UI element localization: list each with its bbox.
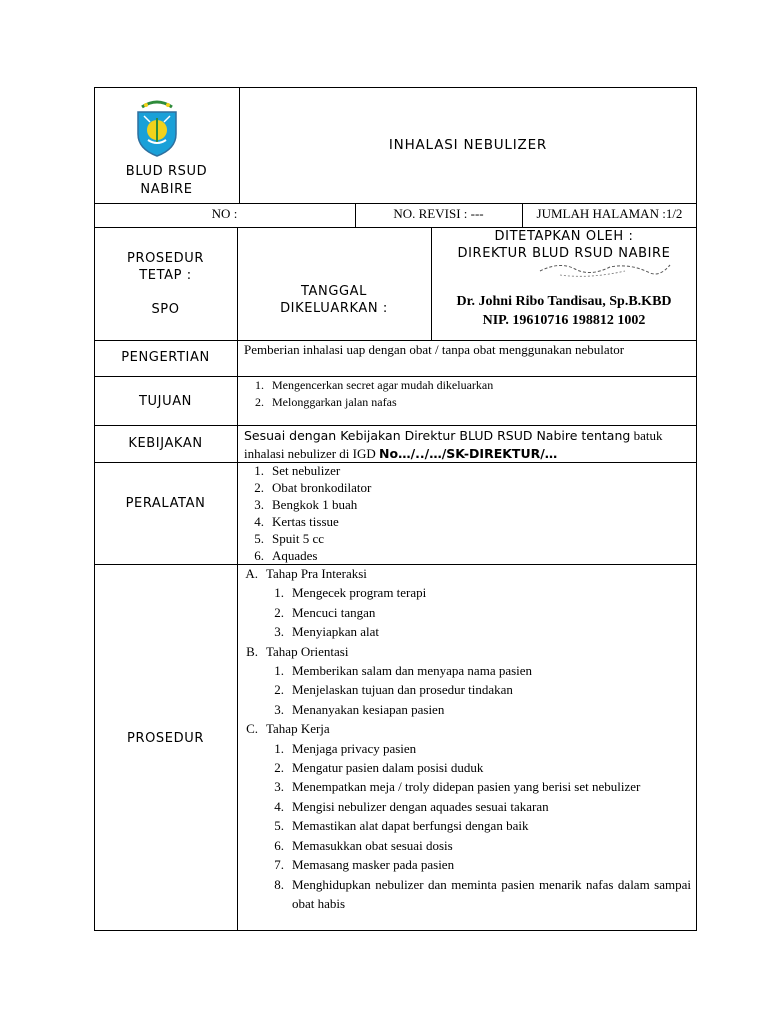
document-number-label: NO : xyxy=(211,206,238,221)
list-item-text: Menyiapkan alat xyxy=(292,624,379,640)
list-item-text: Memastikan alat dapat berfungsi dengan baik xyxy=(292,818,529,834)
list-item-text: Melonggarkan jalan nafas xyxy=(272,395,397,409)
stage-heading-text: Tahap Orientasi xyxy=(266,643,349,659)
list-item: 2. Mencuci tangan xyxy=(258,603,691,622)
purpose-list xyxy=(238,377,691,411)
divider xyxy=(94,203,697,204)
list-item: 6. Aquades xyxy=(238,547,691,564)
list-item: 2. Menjelaskan tujuan dan prosedur tindakan xyxy=(258,680,691,699)
director-nip: NIP. 19610716 198812 1002 xyxy=(482,313,646,328)
stage-heading-c: C. Tahap Kerja xyxy=(238,719,691,738)
list-item-text: Mengisi nebulizer dengan aquades sesuai takaran xyxy=(292,798,549,814)
approval-line2: DIREKTUR BLUD RSUD NABIRE xyxy=(457,246,671,261)
procedure-label: PROSEDUR xyxy=(127,731,204,746)
list-item: 1. Mengecek program terapi xyxy=(258,583,691,602)
stage-a-list xyxy=(238,583,691,641)
list-item: 3. Bengkok 1 buah xyxy=(238,496,691,513)
org-name-line2: NABIRE xyxy=(140,182,193,197)
list-item-text: Memberikan salam dan menyapa nama pasien xyxy=(292,663,533,679)
stage-heading-b: B. Tahap Orientasi xyxy=(238,642,691,661)
list-item-text: Mengencerkan secret agar mudah dikeluarkan xyxy=(272,378,494,392)
list-item-text: Set nebulizer xyxy=(272,463,341,478)
policy-text-part1: Sesuai dengan Kebijakan Direktur BLUD RSUD Nabire tentang xyxy=(244,428,631,443)
director-signature xyxy=(530,253,680,283)
stage-heading-text: Tahap Kerja xyxy=(266,721,330,737)
list-item: 1. Menjaga privacy pasien xyxy=(258,739,691,758)
list-item-text: Memasukkan obat sesuai dosis xyxy=(292,837,453,853)
policy-text-part2: batuk xyxy=(630,428,663,443)
approval-line1: DITETAPKAN OLEH : xyxy=(494,229,634,244)
issue-date-label xyxy=(237,283,431,317)
page-count-label: JUMLAH HALAMAN :1/2 xyxy=(536,206,683,221)
director-name: Dr. Johni Ribo Tandisau, Sp.B.KBD xyxy=(456,294,672,309)
purpose-label: TUJUAN xyxy=(138,394,193,409)
definition-label: PENGERTIAN xyxy=(121,350,210,365)
list-item: 2. Melonggarkan jalan nafas xyxy=(238,394,691,411)
procedure-type-label xyxy=(94,250,237,284)
list-item: 6. Memasukkan obat sesuai dosis xyxy=(258,836,691,855)
equipment-label: PERALATAN xyxy=(125,496,206,511)
list-item-text: Spuit 5 cc xyxy=(272,531,324,546)
list-item-text: Memasang masker pada pasien xyxy=(292,857,455,873)
list-item: 7. Memasang masker pada pasien xyxy=(258,855,691,874)
list-item-text: Mengecek program terapi xyxy=(292,585,427,601)
list-item: 3. Menempatkan meja / troly didepan pasien yang berisi set nebulizer xyxy=(258,777,691,796)
list-item-text: Menjelaskan tujuan dan prosedur tindakan xyxy=(292,682,513,698)
procedure-type-line1: PROSEDUR xyxy=(127,251,204,266)
definition-text xyxy=(244,341,691,358)
stage-b-list xyxy=(238,661,691,719)
issue-date-line2: DIKELUARKAN : xyxy=(280,301,388,316)
spo-label: SPO xyxy=(151,302,180,317)
list-item-text: Mengatur pasien dalam posisi duduk xyxy=(292,760,484,776)
policy-decree-number: No…/../…/SK-DIREKTUR/… xyxy=(379,446,558,461)
list-item-text: Menjaga privacy pasien xyxy=(292,740,417,756)
revision-number-label: NO. REVISI : --- xyxy=(393,206,484,221)
definition-text-content: Pemberian inhalasi uap dengan obat / tanpa obat menggunakan nebulator xyxy=(244,342,625,357)
list-item: 1. Set nebulizer xyxy=(238,462,691,479)
procedure-steps xyxy=(238,564,691,913)
list-item-text: Menanyakan kesiapan pasien xyxy=(292,701,445,717)
list-item: 3. Menyiapkan alat xyxy=(258,622,691,641)
list-item: 5. Memastikan alat dapat berfungsi dengan baik xyxy=(258,816,691,835)
policy-label: KEBIJAKAN xyxy=(128,436,203,451)
list-item-text: Menghidupkan nebulizer dan meminta pasien menarik nafas dalam sampai obat habis xyxy=(292,876,691,911)
equipment-list xyxy=(238,462,691,564)
list-item: 1. Memberikan salam dan menyapa nama pasien xyxy=(258,661,691,680)
issue-date-line1: TANGGAL xyxy=(300,284,368,299)
list-item: 2. Obat bronkodilator xyxy=(238,479,691,496)
list-item-text: Bengkok 1 buah xyxy=(272,497,358,512)
list-item: 1. Mengencerkan secret agar mudah dikeluarkan xyxy=(238,377,691,394)
org-name-line1: BLUD RSUD xyxy=(125,164,208,179)
org-name xyxy=(94,163,239,199)
list-item-text: Obat bronkodilator xyxy=(272,480,372,495)
divider xyxy=(94,425,697,426)
stage-heading-text: Tahap Pra Interaksi xyxy=(266,566,367,581)
policy-text xyxy=(244,427,694,463)
list-item: 5. Spuit 5 cc xyxy=(238,530,691,547)
stage-c-list xyxy=(238,739,691,914)
regency-emblem-icon xyxy=(132,94,182,158)
list-item: 8. Menghidupkan nebulizer dan meminta pasien menarik nafas dalam sampai obat habis xyxy=(258,875,691,914)
list-item-text: Menempatkan meja / troly didepan pasien yang berisi set nebulizer xyxy=(292,779,641,795)
list-item: 3. Menanyakan kesiapan pasien xyxy=(258,700,691,719)
list-item-text: Kertas tissue xyxy=(272,514,339,529)
document-title: INHALASI NEBULIZER xyxy=(388,137,548,153)
list-item-text: Mencuci tangan xyxy=(292,604,376,620)
list-item: 4. Kertas tissue xyxy=(238,513,691,530)
list-item: 2. Mengatur pasien dalam posisi duduk xyxy=(258,758,691,777)
list-item-text: Aquades xyxy=(272,548,318,563)
stage-heading-a: A. Tahap Pra Interaksi xyxy=(238,564,691,583)
list-item: 4. Mengisi nebulizer dengan aquades sesuai takaran xyxy=(258,797,691,816)
procedure-type-line2: TETAP : xyxy=(139,268,192,283)
policy-text-part3: inhalasi nebulizer di IGD xyxy=(244,446,380,461)
